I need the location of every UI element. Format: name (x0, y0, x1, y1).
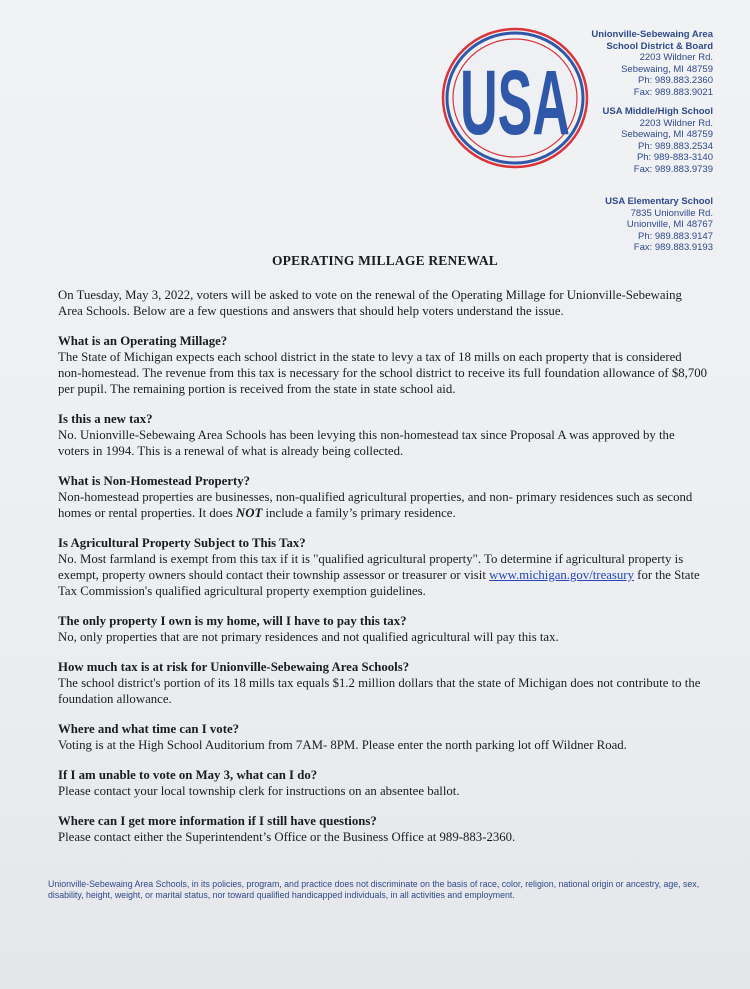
document-body (58, 287, 708, 859)
answer: The school district's portion of its 18 mills tax equals $1.2 million dollars that the state of Michigan does not contribute to the foundation allowance. (58, 676, 701, 706)
contact-line: Ph: 989-883-3140 (636, 152, 713, 164)
contact-line: Sebewaing, MI 48759 (621, 129, 713, 141)
contact-middle-high (603, 106, 713, 176)
qa-item (58, 535, 708, 599)
qa-item (58, 767, 708, 799)
qa-item (58, 473, 708, 521)
answer-text: Non-homestead properties are businesses, non-qualified agricultural properties, and non- primary residences such as second homes or rental properties. It does (58, 490, 693, 520)
answer: Please contact either the Superintendent’s Office or the Business Office at 989-883-2360. (58, 830, 516, 844)
answer: Please contact your local township clerk for instructions on an absentee ballot. (58, 784, 460, 798)
treasury-link[interactable]: www.michigan.gov/treasury (489, 568, 634, 582)
contact-name: Unionville-Sebewaing Area (591, 29, 713, 40)
contact-line: 7835 Unionville Rd. (630, 207, 713, 219)
contact-line: Fax: 989.883.9193 (633, 242, 713, 254)
answer-emphasis: NOT (236, 506, 263, 520)
qa-item (58, 659, 708, 707)
contact-line: Fax: 989.883.9021 (633, 86, 713, 98)
contact-line: Ph: 989.883.2534 (637, 140, 713, 152)
answer-text: No. Most farmland is exempt from this tax if it is "qualified agricultural property". To determine if agricultural property is exempt, property owners should contact their township assessor or treasurer or visit (58, 552, 684, 582)
usa-logo (440, 26, 590, 171)
intro-paragraph: On Tuesday, May 3, 2022, voters will be asked to vote on the renewal of the Operating Millage for Unionville-Sebewaing Area Schools. Below are a few questions and answers that should help voters understand the issue. (58, 288, 682, 318)
answer-text: for the State Tax Commission's qualified agricultural property exemption guidelines. (58, 568, 700, 598)
contact-name-2: School District & Board (606, 40, 713, 52)
page-title: OPERATING MILLAGE RENEWAL (271, 253, 499, 268)
contact-line: 2203 Wildner Rd. (639, 52, 713, 64)
answer: The State of Michigan expects each school district in the state to levy a tax of 18 mills on each property that is considered non-homestead. The revenue from this tax is necessary for the school district to receive its full foundation allowance of $8,700 per pupil. The remaining portion is received from the state in state school aid. (58, 350, 708, 396)
question: Is Agricultural Property Subject to This Tax? (58, 536, 306, 550)
contact-elementary (605, 196, 713, 254)
answer (58, 489, 708, 521)
question: The only property I own is my home, will I have to pay this tax? (58, 614, 407, 628)
qa-item (58, 333, 708, 397)
qa-item (58, 613, 708, 645)
contact-name: USA Elementary School (605, 196, 713, 207)
answer (58, 551, 708, 599)
contact-name: USA Middle/High School (602, 106, 713, 117)
contact-line: Unionville, MI 48767 (626, 219, 713, 231)
qa-item (58, 411, 708, 459)
question: How much tax is at risk for Unionville-Sebewaing Area Schools? (58, 660, 410, 674)
contact-district (591, 29, 713, 99)
answer-text: include a family’s primary residence. (262, 506, 456, 520)
contact-line: Ph: 989.883.9147 (637, 230, 713, 242)
question: Where and what time can I vote? (58, 722, 240, 736)
contact-line: Ph: 989.883.2360 (637, 75, 713, 87)
answer: No, only properties that are not primary residences and not qualified agricultural will pay this tax. (58, 630, 559, 644)
qa-item (58, 721, 708, 753)
qa-item (58, 813, 708, 845)
question: Is this a new tax? (58, 412, 153, 426)
question: What is Non-Homestead Property? (58, 474, 251, 488)
answer: Voting is at the High School Auditorium from 7AM- 8PM. Please enter the north parking lot off Wildner Road. (58, 738, 627, 752)
contact-line: Sebewaing, MI 48759 (621, 63, 713, 75)
logo-text: USA (460, 52, 570, 154)
nondiscrimination-footer: Unionville-Sebewaing Area Schools, in its policies, program, and practice does not discriminate on the basis of race, color, religion, national origin or ancestry, age, sex, disability, height, weight, or marital status, nor toward qualified handicapped individuals, in all activities and employment. (48, 879, 700, 900)
contact-line: 2203 Wildner Rd. (639, 117, 713, 129)
answer: No. Unionville-Sebewaing Area Schools has been levying this non-homestead tax since Proposal A was approved by the voters in 1994. This is a renewal of what is already being collected. (58, 428, 675, 458)
contact-line: Fax: 989.883.9739 (633, 163, 713, 175)
question: Where can I get more information if I still have questions? (58, 814, 377, 828)
question: What is an Operating Millage? (58, 334, 228, 348)
question: If I am unable to vote on May 3, what can I do? (58, 768, 318, 782)
